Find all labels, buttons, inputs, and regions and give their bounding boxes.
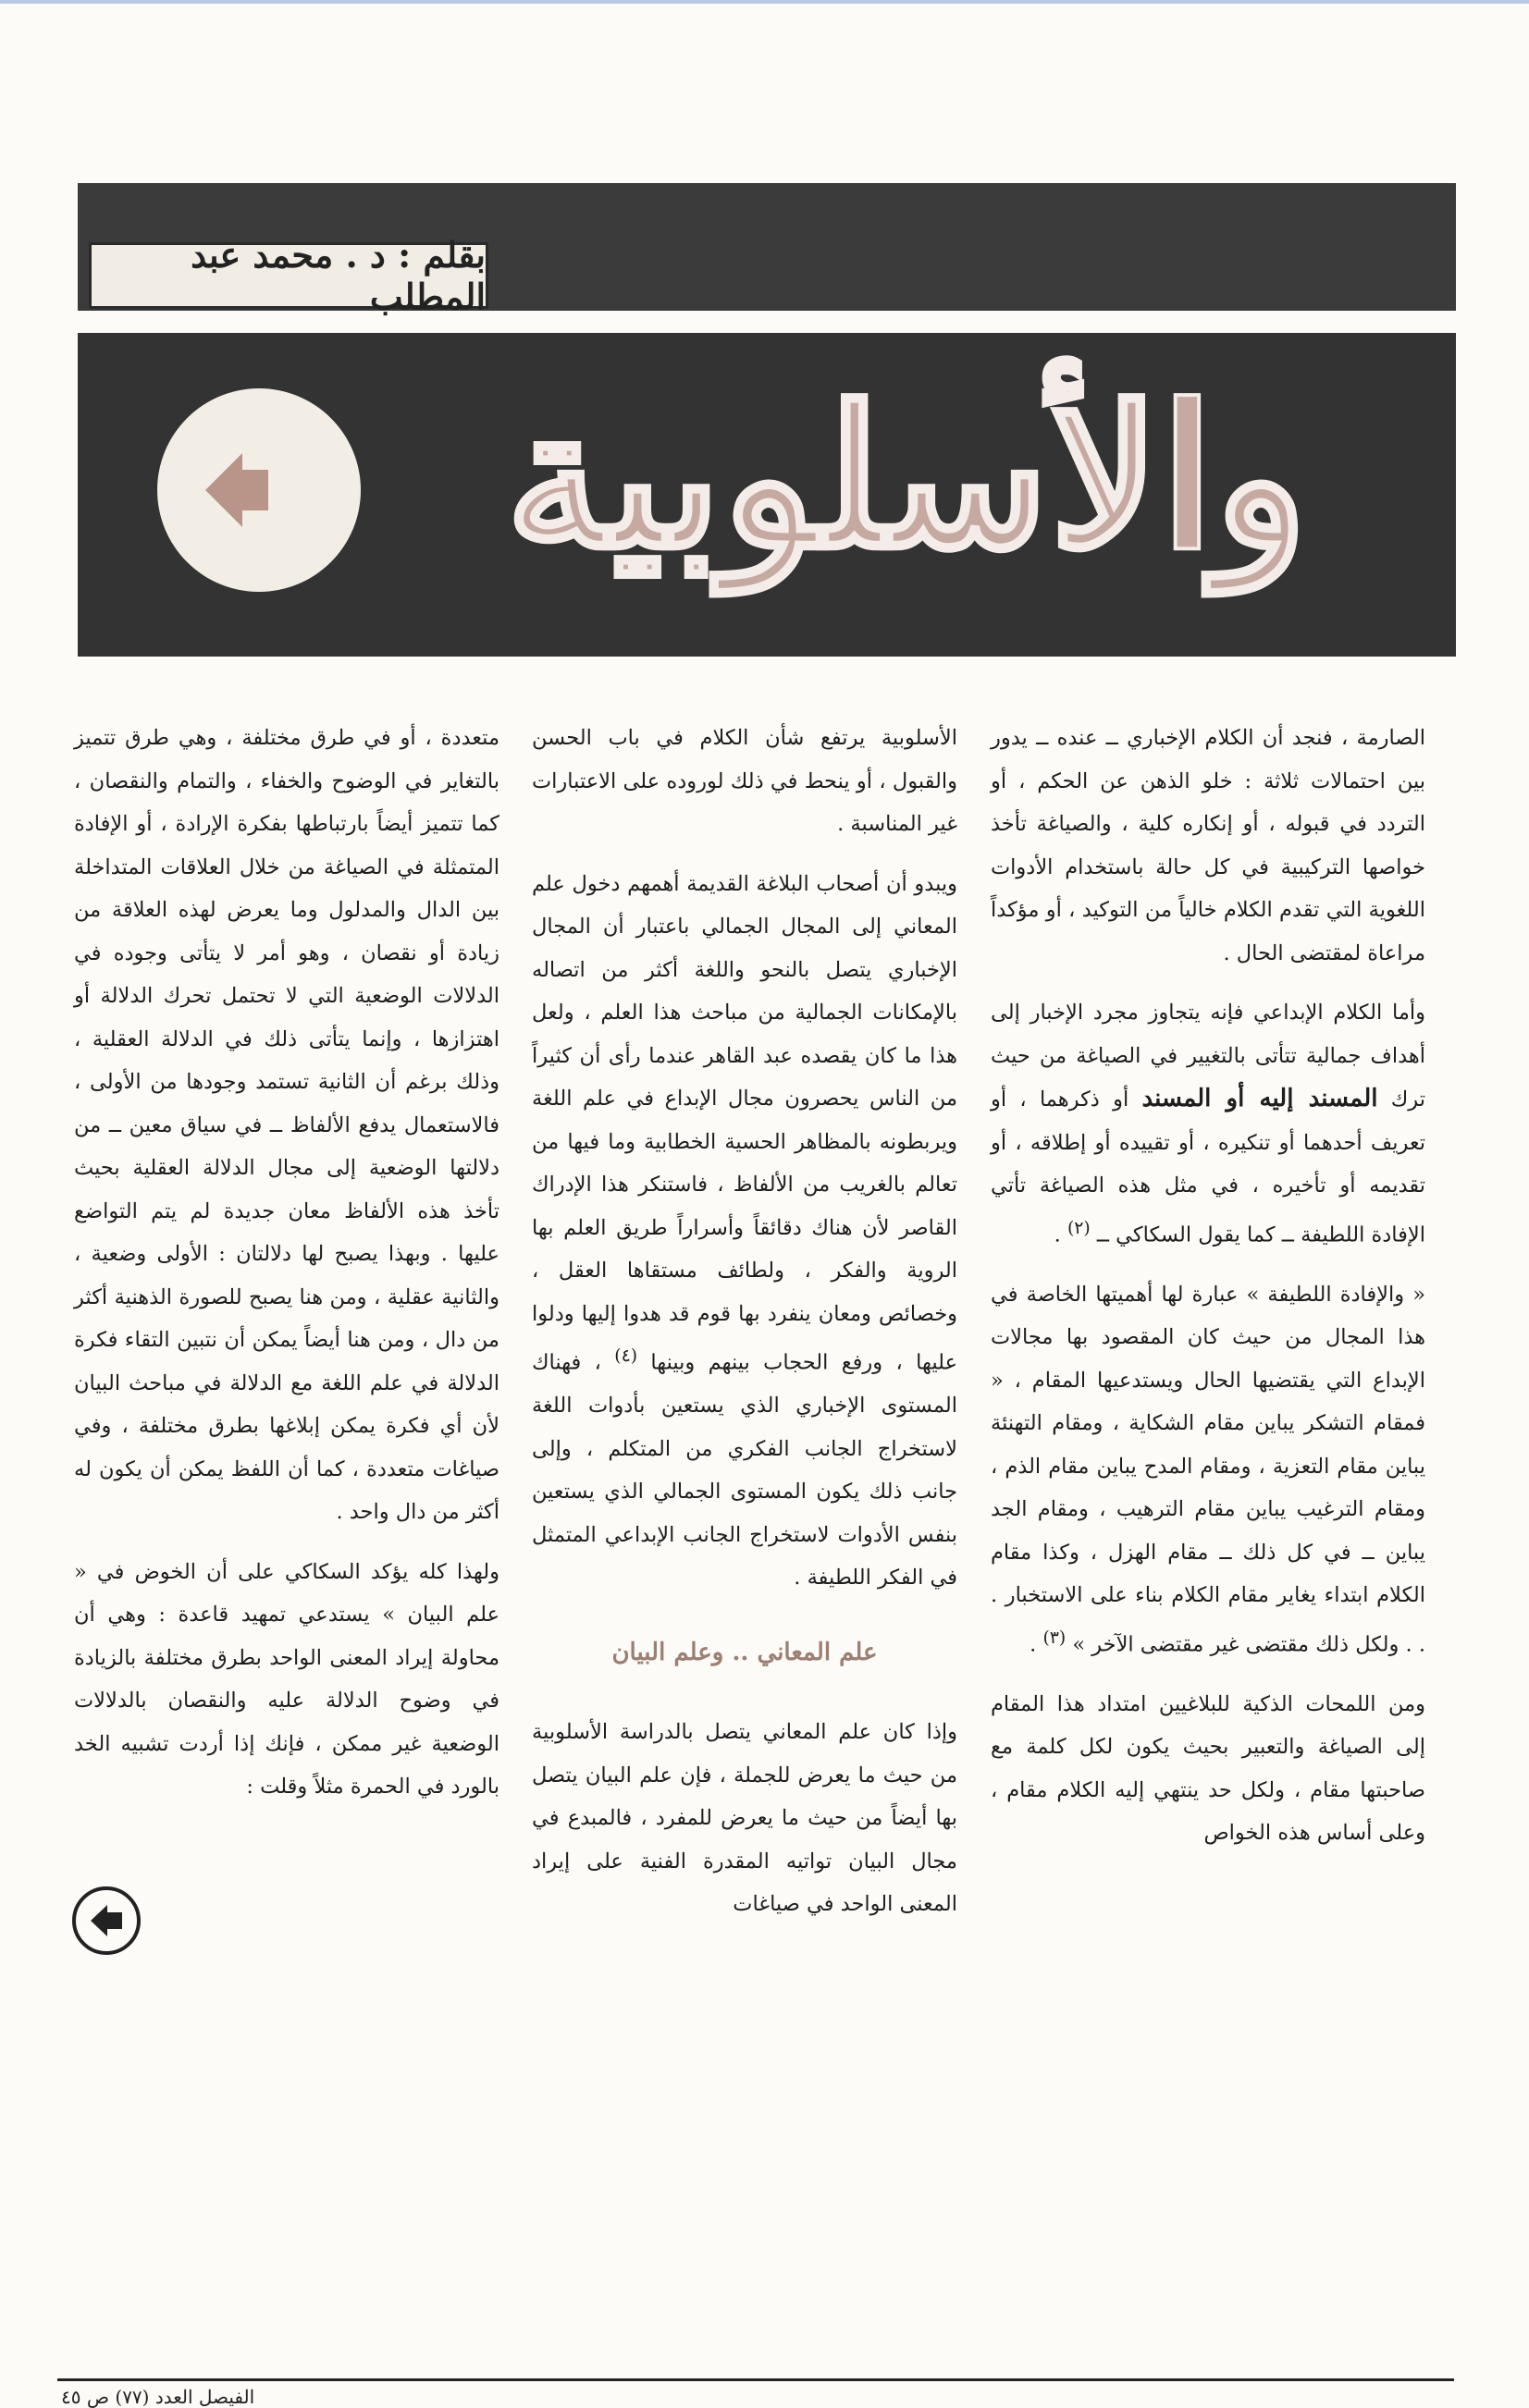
footnote-ref: (٣) xyxy=(1042,1628,1067,1648)
author-text: بقلم : د . محمد عبد المطلب xyxy=(191,234,486,317)
paragraph: الصارمة ، فنجد أن الكلام الإخباري ــ عنده ــ يدور بين احتمالات ثلاثة : خلو الذهن عن الحكم ، أو التردد في قبوله ، أو إنكاره كلية ، والصياغة تأخذ خواصها التركيبية في كل حالة باستخدام الأدوات اللغوية التي تقدم الكلام خالياً من التوكيد ، أو مؤكداً مراعاة لمقتضى الحال . xyxy=(991,726,1425,965)
top-rule xyxy=(0,0,1529,4)
paragraph: ويبدو أن أصحاب البلاغة القديمة أهمهم دخول علم المعاني إلى المجال الجمالي باعتبار أن المجال الإخباري يتصل بالنحو واللغة أكثر من اتصاله بالإمكانات الجمالية من مباحث هذا العلم ، ولعل هذا ما كان يقصده عبد القاهر عندما رأى أن كثيراً من الناس يحصرون مجال الإبداع في علم اللغة ويربطونه بالمظاهر الحسية الخطابية وما فيها من تعالم بالغريب من الألفاظ ، فاستنكر هذا الإدراك القاصر لأن هناك دقائقاً وأسراراً طريق العلم بها الروية والفكر ، ولطائف مستقاها العقل ، وخصائص ومعان ينفرد بها قوم قد هدوا إليها ودلوا عليها ، ورفع الحجاب بينهم وبينها $^{(٤)}$ ، فهناك المستوى الإخباري الذي يستعين بأدوات اللغة لاستخراج الجانب الفكري من المتكلم ، وإلى جانب ذلك يكون المستوى الجمالي الذي يستعين بنفس الأدوات لاستخراج الجانب الإبداعي المتمثل في الفكر اللطيفة . xyxy=(532,871,958,1590)
paragraph: وأما الكلام الإبداعي فإنه يتجاوز مجرد الإخبار إلى أهداف جمالية تتأتى بالتغيير في الصياغة من حيث ترك المسند إليه أو المسند أو ذكرهما ، أو تعريف أحدهما أو تنكيره ، أو تقييده أو إطلاقه ، أو تقديمه أو تأخيره ، في مثل هذه الصياغة تأتي الإفادة اللطيفة ــ كما يقول السكاكي ــ $^{(٢)}$ . xyxy=(991,1001,1425,1247)
column-right xyxy=(991,717,1425,2363)
title-text: والأسلوبية xyxy=(505,363,1308,592)
section-emblem xyxy=(157,388,361,592)
section-subheading: علم المعاني .. وعلم البيان xyxy=(611,1638,878,1666)
bold-term: المسند إليه أو المسند xyxy=(1141,1085,1378,1112)
paragraph: متعددة ، أو في طرق مختلفة ، وهي طرق تتميز بالتغاير في الوضوح والخفاء ، والتمام والنقصان ، كما تتميز أيضاً بارتباطها بفكرة الإرادة ، أو الإفادة المتمثلة في الصياغة من خلال العلاقات المتداخلة بين الدال والمدلول وما يعرض لهذه العلاقة من زيادة أو نقصان ، وهو أمر لا يتأتى وجوده في الدلالات الوضعية التي لا تحتمل تحرك الدلالة أو اهتزازها ، وإنما يتأتى ذلك في الدلالة العقلية ، وذلك برغم أن الثانية تستمد وجودها من الأولى ، فالاستعمال يدفع الألفاظ ــ في سياق معين ــ من دلالتها الوضعية إلى مجال الدلالة العقلية بحيث تأخذ هذه الألفاظ معان جديدة لم يتم التواضع عليها . وبهذا يصبح لها دلالتان : الأولى وضعية ، والثانية عقلية ، ومن هنا يصبح للصورة الذهنية أكثر من دال ، ومن هنا أيضاً يمكن أن نتبين التقاء فكرة الدلالة في علم اللغة مع الدلالة في مباحث البيان لأن أي فكرة يمكن إبلاغها بطرق مختلفة ، وفي صياغات متعددة ، كما أن اللفظ يمكن أن يكون له أكثر من دال واحد . xyxy=(74,726,499,1524)
arrow-left-icon xyxy=(205,453,270,527)
footer-rule xyxy=(57,2378,1454,2381)
paragraph: وإذا كان علم المعاني يتصل بالدراسة الأسلوبية من حيث ما يعرض للجملة ، فإن علم البيان يتصل بها أيضاً من حيث ما يعرض للمفرد ، فالمبدع في مجال البيان تواتيه المقدرة الفنية على إيراد المعنى الواحد في صياغات xyxy=(532,1720,957,1916)
title-calligraphy xyxy=(407,333,1456,657)
footnote-ref: (٢) xyxy=(1067,1218,1091,1238)
column-middle xyxy=(532,717,957,2363)
paragraph: « والإفادة اللطيفة » عبارة لها أهميتها الخاصة في هذا المجال من حيث كان المقصود بها مجالات الإبداع التي يقتضيها الحال ويستدعيها المقام ، « فمقام التشكر يباين مقام الشكاية ، ومقام التهنئة يباين مقام التعزية ، ومقام المدح يباين مقام الذم ، ومقام الترغيب يباين مقام الترهيب ، ومقام الجد يباين ــ في كل ذلك ــ مقام الهزل ، وكذا مقام الكلام ابتداء يغاير مقام الكلام بناء على الاستخبار . . . ولكل ذلك مقتضى غير مقتضى الآخر » $^{(٣)}$ . xyxy=(991,1282,1425,1656)
page-footer: الفيصل العدد (٧٧) ص ٤٥ xyxy=(61,2386,255,2408)
paragraph: ومن اللمحات الذكية للبلاغيين امتداد هذا المقام إلى الصياغة والتعبير بحيث يكون لكل كلمة مع صاحبتها مقام ، ولكل حد ينتهي إليه الكلام مقام ، وعلى أساس هذه الخواص xyxy=(991,1691,1425,1845)
column-left xyxy=(74,717,499,2363)
author-byline xyxy=(89,234,488,317)
paragraph: الأسلوبية يرتفع شأن الكلام في باب الحسن والقبول ، أو ينحط في ذلك لوروده على الاعتبارات غير المناسبة . xyxy=(532,726,957,836)
paragraph: ولهذا كله يؤكد السكاكي على أن الخوض في « علم البيان » يستدعي تمهيد قاعدة : وهي أن محاولة إيراد المعنى الواحد بطرق مختلفة بالزيادة في وضوح الدلالة عليه والنقصان بالدلالات الوضعية غير ممكن ، فإنك إذا أردت تشبيه الخد بالورد في الحمرة مثلاً وقلت : xyxy=(74,1559,499,1799)
footnote-ref: (٤) xyxy=(614,1346,638,1366)
continue-arrow-icon xyxy=(89,1903,124,1938)
continue-arrow xyxy=(72,1886,141,1955)
